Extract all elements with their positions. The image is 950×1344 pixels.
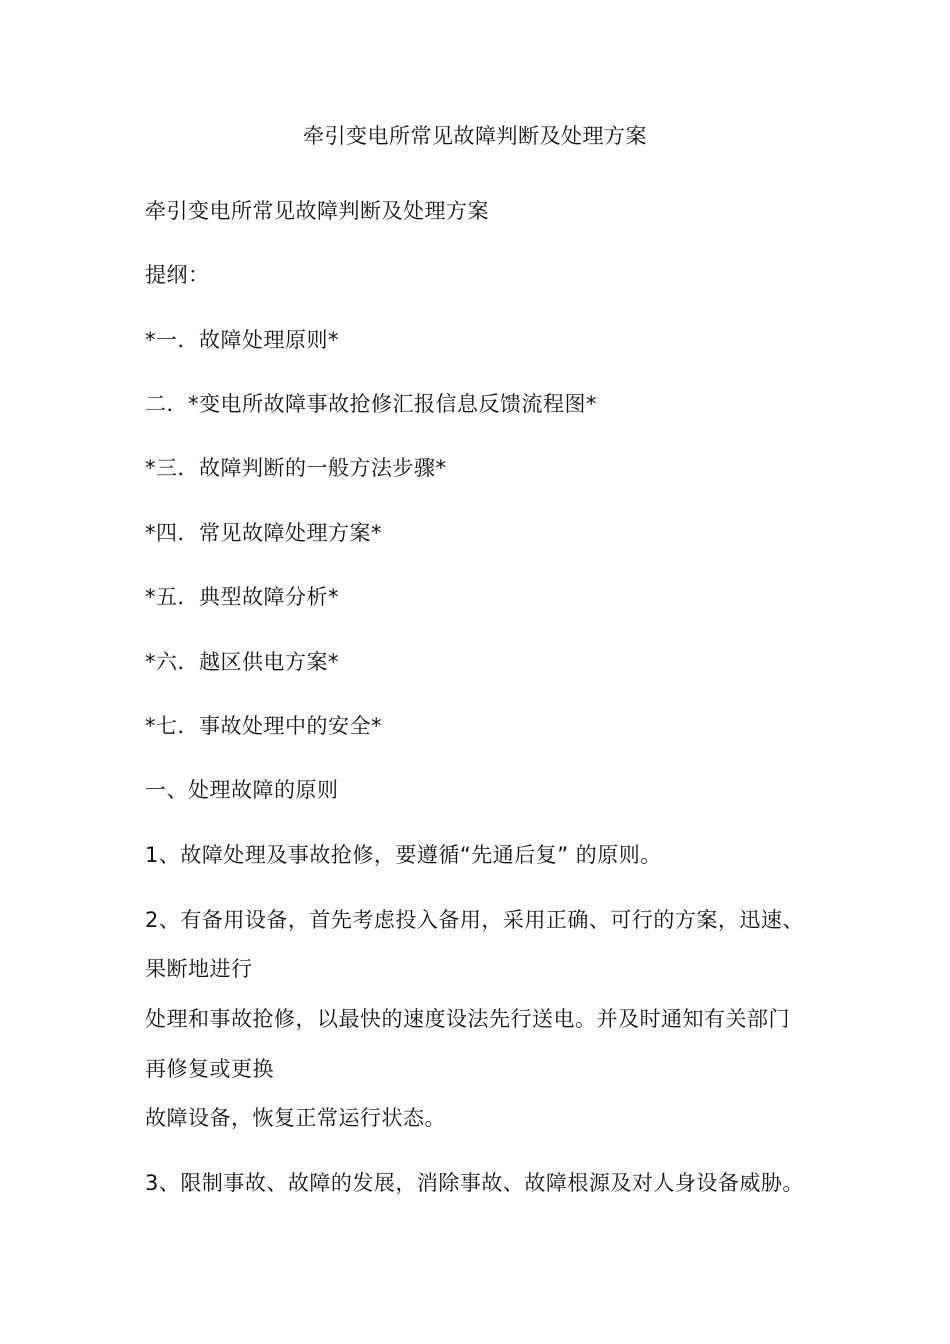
section-heading: 一、处理故障的原则	[145, 778, 339, 802]
outline-item: *四．常见故障处理方案*	[145, 521, 382, 545]
outline-item: *六．越区供电方案*	[145, 650, 339, 674]
outline-item: 二．*变电所故障事故抢修汇报信息反馈流程图*	[145, 392, 597, 416]
outline-label: 提纲：	[145, 263, 210, 287]
paragraph-2-line: 故障设备，恢复正常运行状态。	[145, 1106, 446, 1130]
paragraph-2-line: 再修复或更换	[145, 1057, 274, 1081]
paragraph-2-line: 2、有备用设备，首先考虑投入备用，采用正确、可行的方案，迅速、	[145, 908, 804, 932]
paragraph-3: 3、限制事故、故障的发展，消除事故、故障根源及对人身设备威胁。	[145, 1171, 804, 1195]
outline-item: *五．典型故障分析*	[145, 585, 339, 609]
outline-item: *三．故障判断的一般方法步骤*	[145, 456, 447, 480]
paragraph-1: 1、故障处理及事故抢修，要遵循“先通后复” 的原则。	[145, 843, 662, 867]
outline-item: *一．故障处理原则*	[145, 328, 339, 352]
outline-item: *七．事故处理中的安全*	[145, 714, 382, 738]
paragraph-2-line: 果断地进行	[145, 957, 253, 981]
paragraph-2-line: 处理和事故抢修，以最快的速度设法先行送电。并及时通知有关部门	[145, 1007, 790, 1031]
document-title: 牵引变电所常见故障判断及处理方案	[303, 124, 647, 148]
document-subtitle: 牵引变电所常见故障判断及处理方案	[145, 199, 489, 223]
